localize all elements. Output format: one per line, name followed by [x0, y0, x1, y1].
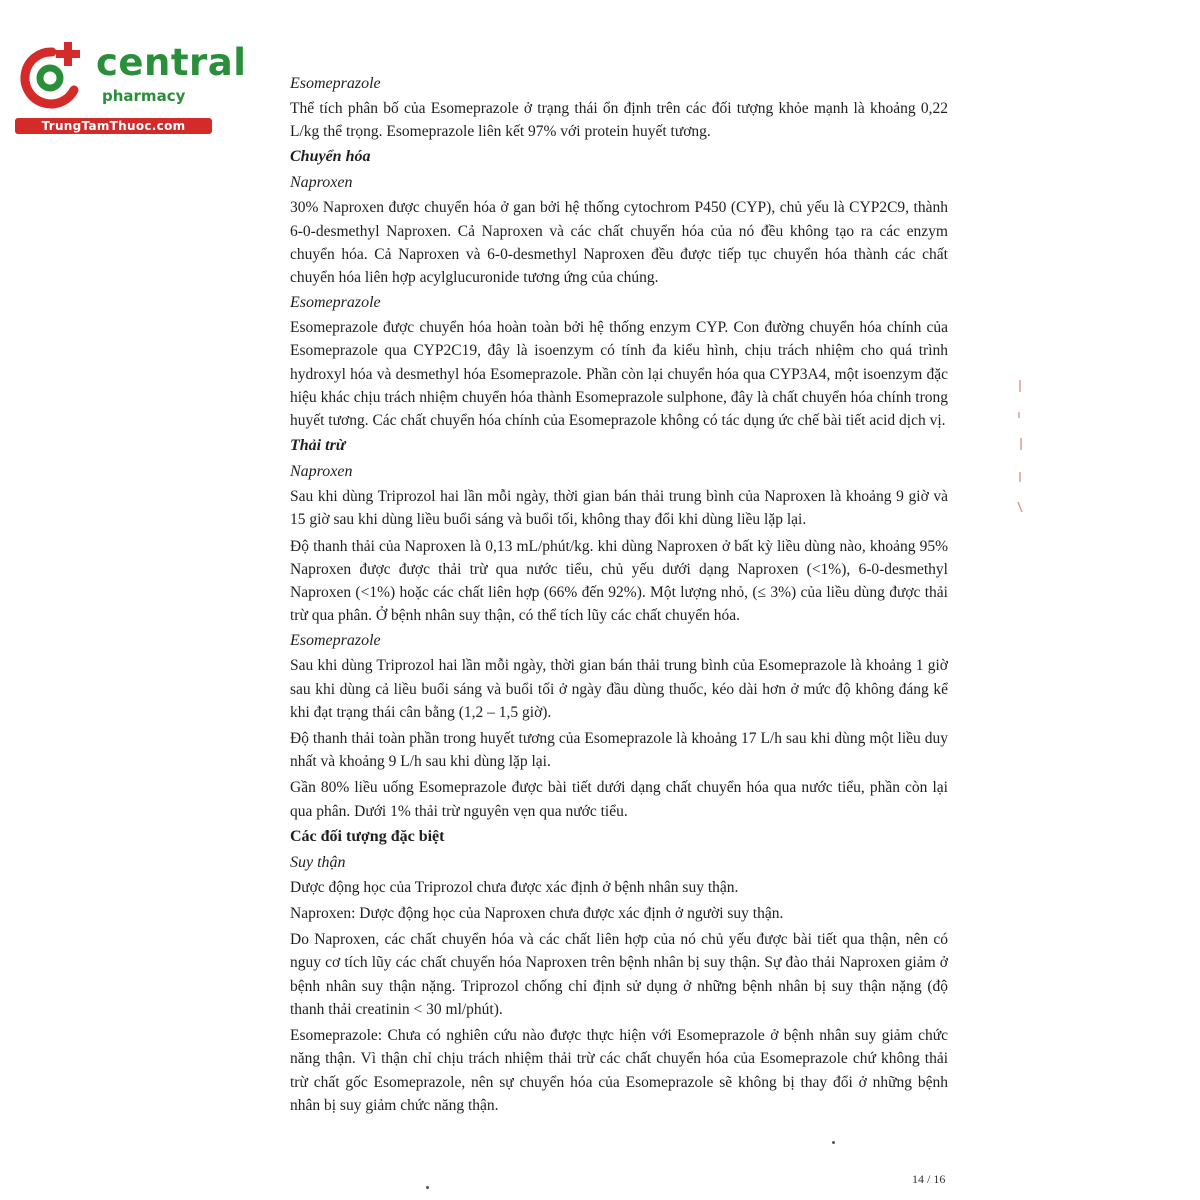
page-number: 14 / 16 — [912, 1172, 946, 1186]
logo-brand-sub: pharmacy — [102, 87, 186, 105]
logo-site-banner: TrungTamThuoc.com — [15, 118, 212, 134]
paragraph-esomeprazole-metabolism: Esomeprazole được chuyển hóa hoàn toàn bởi hệ thống enzym CYP. Con đường chuyển hóa chính của Esomeprazole qua CYP2C19, đây là isoenzym có tính đa kiểu hình, chịu trách nhiệm cho quá trình hydroxyl hóa và desmethyl hóa Esomeprazole. Phần còn lại chuyển hóa qua CYP3A4, một isoenzym đặc hiệu khác chịu trách nhiệm chuyển hóa thành Esomeprazole sulphone, đây là chất chuyển hóa chính trong huyết tương. Các chất chuyển hóa chính của Esomeprazole không có tác dụng ức chế bài tiết acid dịch vị. — [290, 319, 948, 430]
paragraph-esomeprazole-distribution: Thể tích phân bố của Esomeprazole ở trạng thái ổn định trên các đối tượng khỏe mạnh là khoảng 0,22 L/kg thể trọng. Esomeprazole liên kết 97% với protein huyết tương. — [290, 100, 948, 141]
paragraph-esomeprazole-excretion: Gần 80% liều uống Esomeprazole được bài tiết dưới dạng chất chuyển hóa qua nước tiểu, phần còn lại qua phân. Dưới 1% thải trừ nguyên vẹn qua nước tiểu. — [290, 779, 948, 820]
subheading-naproxen-metabolism: Naproxen — [290, 174, 353, 192]
subheading-renal-impairment: Suy thận — [290, 853, 346, 871]
central-pharmacy-logo-icon — [12, 38, 88, 114]
heading-special-populations: Các đối tượng đặc biệt — [290, 827, 445, 845]
heading-elimination: Thải trừ — [290, 437, 346, 455]
paragraph-naproxen-clearance: Độ thanh thải của Naproxen là 0,13 mL/phút/kg. khi dùng Naproxen ở bất kỳ liều dùng nào, khoảng 95% Naproxen được được thải trừ qua nước tiểu, chủ yếu dưới dạng Naproxen (<1%), 6-0-desmethyl Naproxen (<1%) hoặc các chất liên hợp (66% đến 92%). Một lượng nhỏ, (≤ 3%) của liều dùng được thải trừ qua phân. Ở bệnh nhân suy thận, có thể tích lũy các chất chuyển hóa. — [290, 537, 948, 625]
paragraph-renal-naproxen: Naproxen: Dược động học của Naproxen chưa được xác định ở người suy thận. — [290, 905, 784, 923]
subheading-esomeprazole-distribution: Esomeprazole — [290, 75, 381, 92]
paragraph-esomeprazole-clearance: Độ thanh thải toàn phần trong huyết tương của Esomeprazole là khoảng 17 L/h sau khi dùng một liều duy nhất và khoảng 9 L/h sau khi dùng lặp lại. — [290, 730, 948, 771]
subheading-esomeprazole-metabolism: Esomeprazole — [290, 294, 381, 312]
scan-speck — [426, 1186, 429, 1189]
subheading-naproxen-elimination: Naproxen — [290, 463, 353, 481]
paragraph-naproxen-half-life: Sau khi dùng Triprozol hai lần mỗi ngày, thời gian bán thải trung bình của Naproxen là khoảng 9 giờ và 15 giờ sau khi dùng liều buổi sáng và buổi tối, không thay đổi khi dùng liều lặp lại. — [290, 488, 948, 529]
subheading-esomeprazole-elimination: Esomeprazole — [290, 632, 381, 650]
scan-speck — [832, 1141, 835, 1144]
paragraph-naproxen-metabolism: 30% Naproxen được chuyển hóa ở gan bởi hệ thống cytochrom P450 (CYP), chủ yếu là CYP2C9, thành 6-0-desmethyl Naproxen. Cả Naproxen và các chất chuyển hóa của nó đều không tạo ra các enzym chuyển hóa. Cả Naproxen và 6-0-desmethyl Naproxen đều được tiếp tục chuyển hóa thành các chất chuyển hóa liên hợp acylglucuronide tương ứng của chúng. — [290, 199, 948, 287]
paragraph-renal-esomeprazole: Esomeprazole: Chưa có nghiên cứu nào được thực hiện với Esomeprazole ở bệnh nhân suy giảm chức năng thận. Vì thận chỉ chịu trách nhiệm thải trừ các chất chuyển hóa của Esomeprazole chứ không thải trừ chất gốc Esomeprazole, nên sự chuyển hóa của Esomeprazole sẽ không bị thay đổi ở những bệnh nhân bị suy giảm chức năng thận. — [290, 1027, 948, 1114]
paragraph-renal-triprozol: Dược động học của Triprozol chưa được xác định ở bệnh nhân suy thận. — [290, 878, 739, 896]
pharmacy-logo — [10, 38, 247, 138]
heading-metabolism: Chuyển hóa — [290, 148, 371, 166]
document-body — [290, 73, 948, 1120]
logo-brand-name: central — [96, 41, 247, 84]
scan-edge-marks — [1012, 378, 1026, 518]
paragraph-esomeprazole-half-life: Sau khi dùng Triprozol hai lần mỗi ngày, thời gian bán thải trung bình của Esomeprazole là khoảng 1 giờ sau khi dùng cả liều buổi sáng và buổi tối ở ngày đầu dùng thuốc, kéo dài hơn ở mức độ không đáng kể khi đạt trạng thái cân bằng (1,2 – 1,5 giờ). — [290, 657, 948, 721]
paragraph-renal-naproxen-accumulation: Do Naproxen, các chất chuyển hóa và các chất liên hợp của nó chủ yếu được bài tiết qua thận, nên có nguy cơ tích lũy các chất chuyển hóa Naproxen trên bệnh nhân bị suy thận. Sự đào thải Naproxen giảm ở bệnh nhân suy thận nặng. Triprozol chống chỉ định sử dụng ở những bệnh nhân bị suy thận nặng (độ thanh thải creatinin < 30 ml/phút). — [290, 931, 948, 1018]
